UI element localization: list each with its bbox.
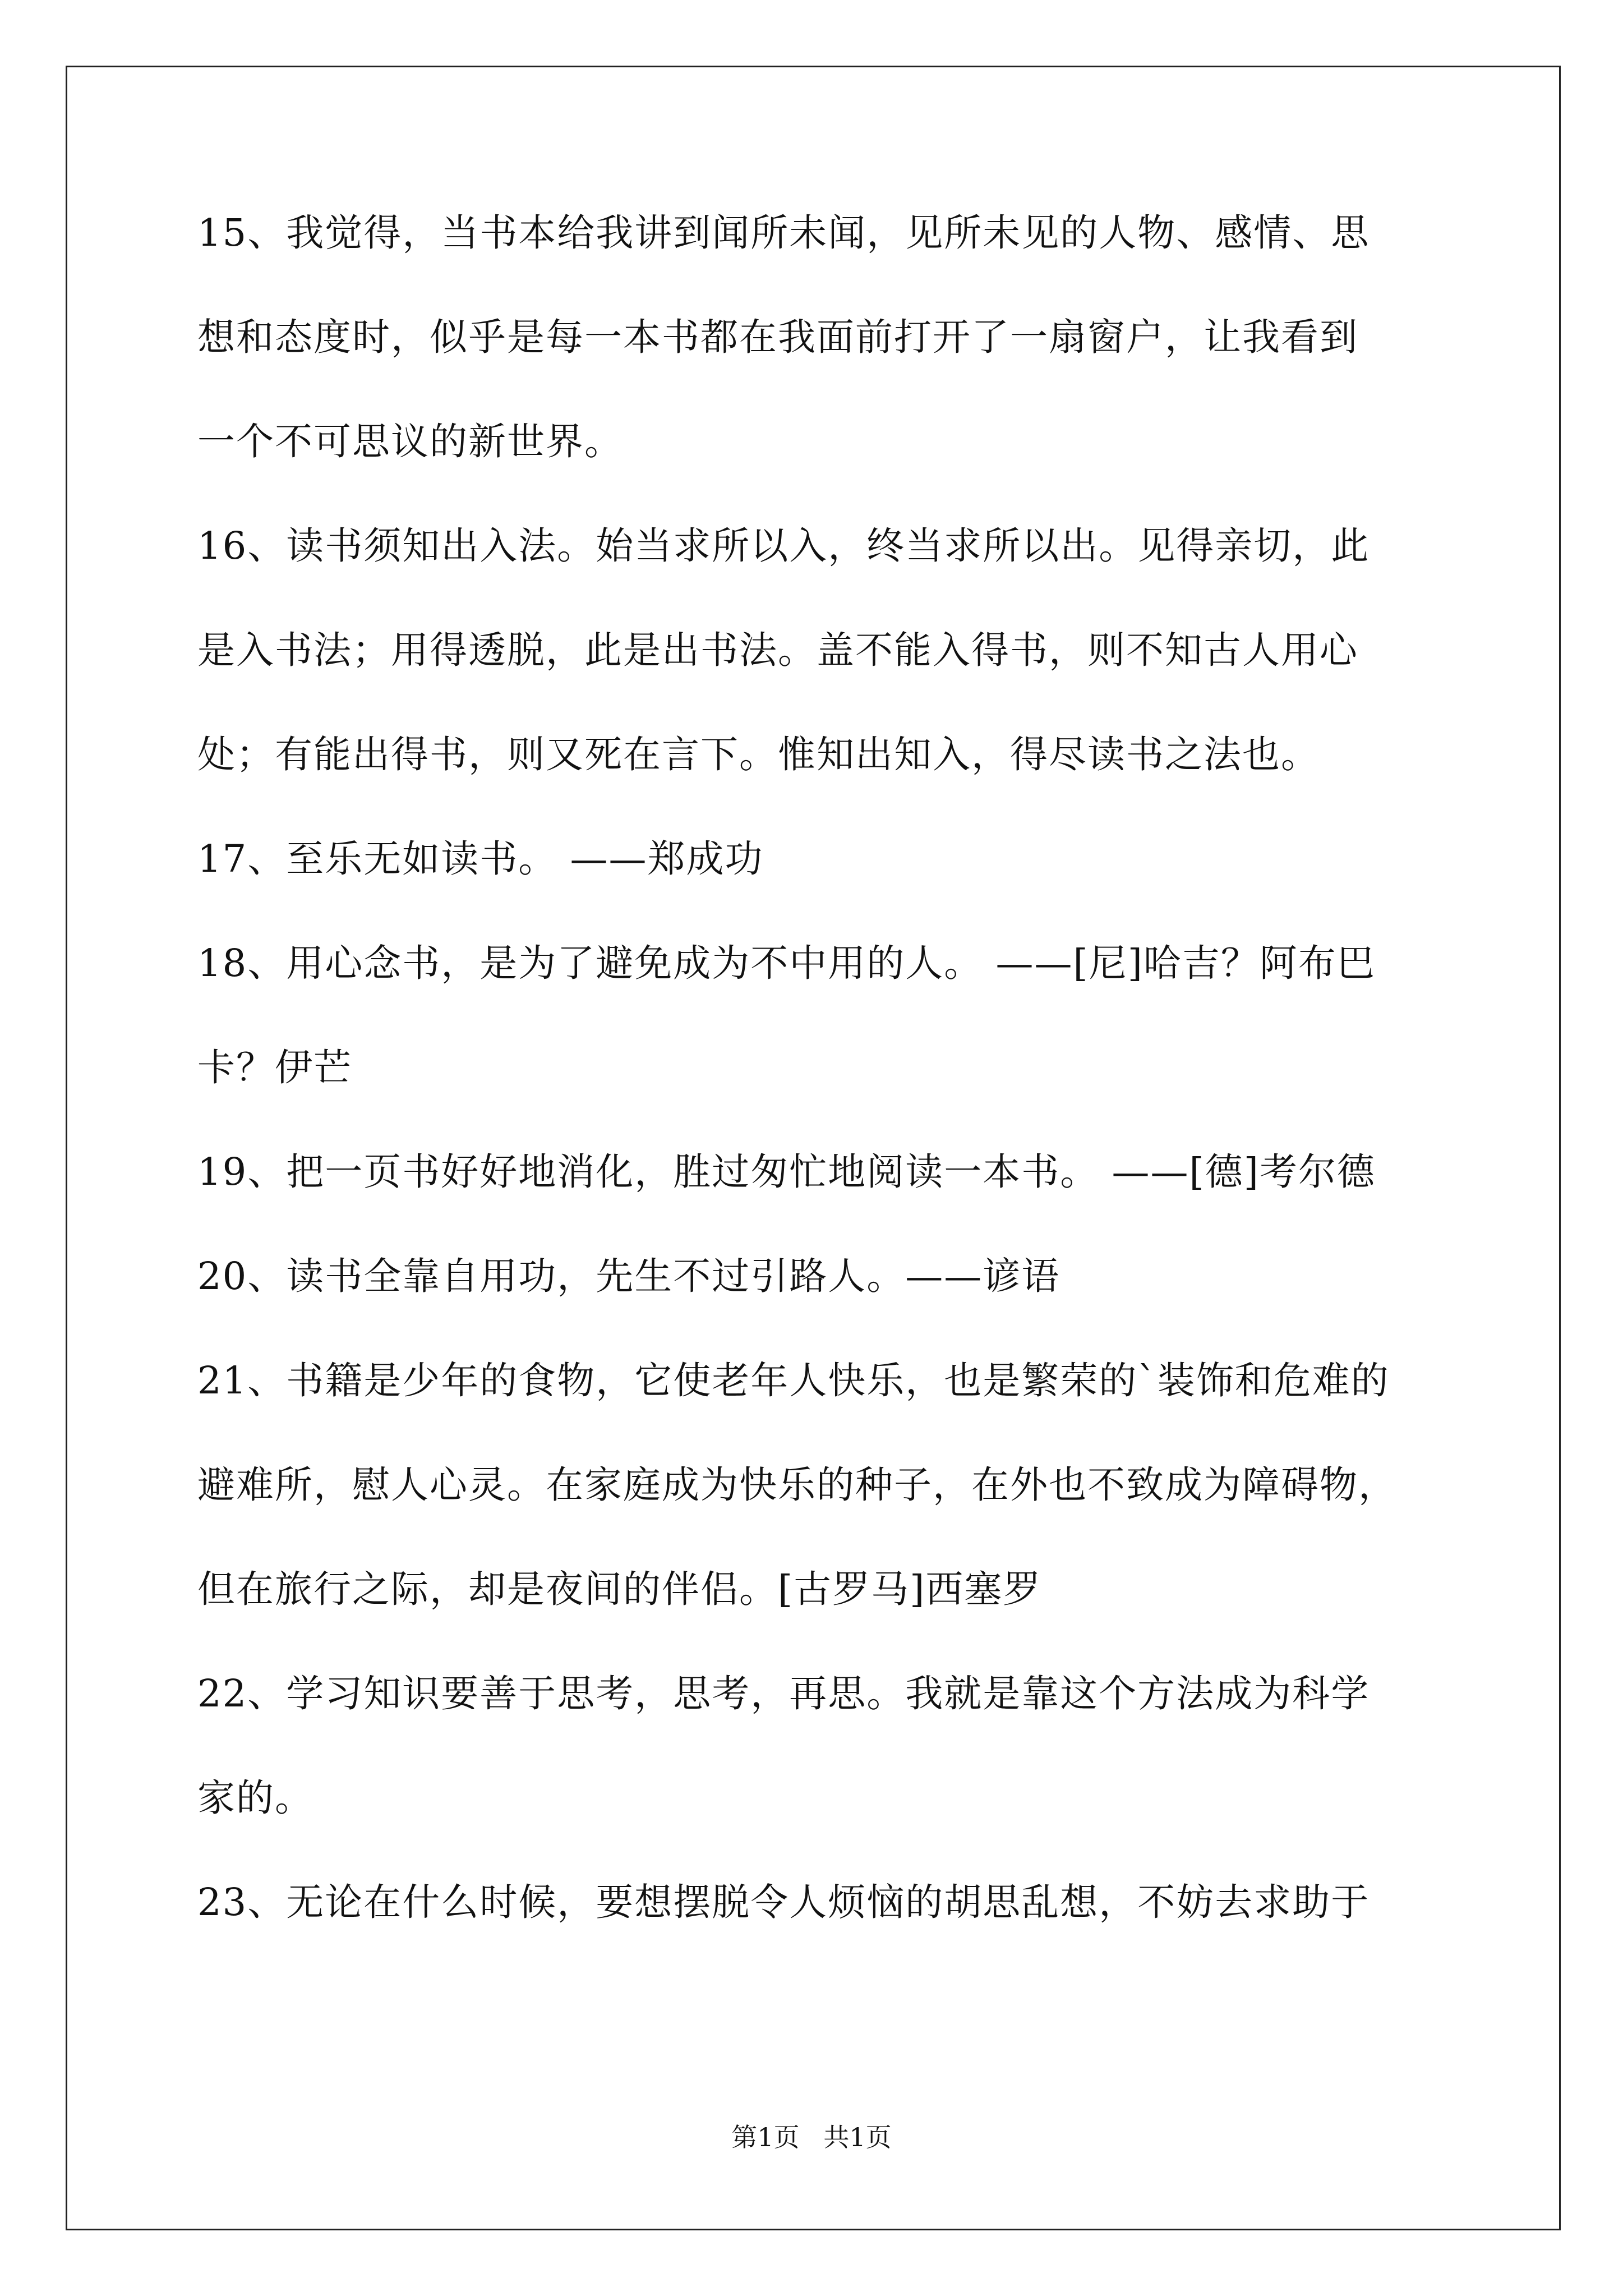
text-line: 19、把一页书好好地消化，胜过匆忙地阅读一本书。 ——[德]考尔德 [197,1150,1376,1194]
text-line: 15、我觉得，当书本给我讲到闻所未闻，见所未见的人物、感情、思 [197,211,1370,255]
text-line: 避难所，慰人心灵。在家庭成为快乐的种子，在外也不致成为障碍物， [197,1463,1397,1507]
text-line: 22、学习知识要善于思考，思考，再思。我就是靠这个方法成为科学 [197,1672,1370,1715]
text-line: 卡？伊芒 [197,1046,352,1089]
page-number: 第1页 [731,2122,800,2152]
text-line: 处；有能出得书，则又死在言下。惟知出知入，得尽读书之法也。 [197,733,1320,776]
text-line: 16、读书须知出入法。始当求所以入，终当求所以出。见得亲切，此 [197,524,1370,568]
text-line: 是入书法；用得透脱，此是出书法。盖不能入得书，则不知古人用心 [197,628,1358,672]
text-line: 21、书籍是少年的食物，它使老年人快乐，也是繁荣的`装饰和危难的 [197,1359,1390,1402]
text-line: 但在旅行之际，却是夜间的伴侣。[古罗马]西塞罗 [197,1567,1042,1611]
text-line: 家的。 [197,1776,313,1820]
text-line: 17、至乐无如读书。 ——郑成功 [197,837,764,881]
text-line: 想和态度时，似乎是每一本书都在我面前打开了一扇窗户，让我看到 [197,315,1358,359]
page-total: 共1页 [823,2122,892,2152]
text-line: 20、读书全靠自用功，先生不过引路人。——谚语 [197,1254,1061,1298]
text-line: 一个不可思议的新世界。 [197,420,623,463]
text-line: 23、无论在什么时候，要想摆脱令人烦恼的胡思乱想，不妨去求助于 [197,1880,1370,1924]
page-footer [0,2120,1623,2154]
document-body [197,208,1476,1981]
text-line: 18、用心念书，是为了避免成为不中用的人。 ——[尼]哈吉？阿布巴 [197,941,1376,985]
